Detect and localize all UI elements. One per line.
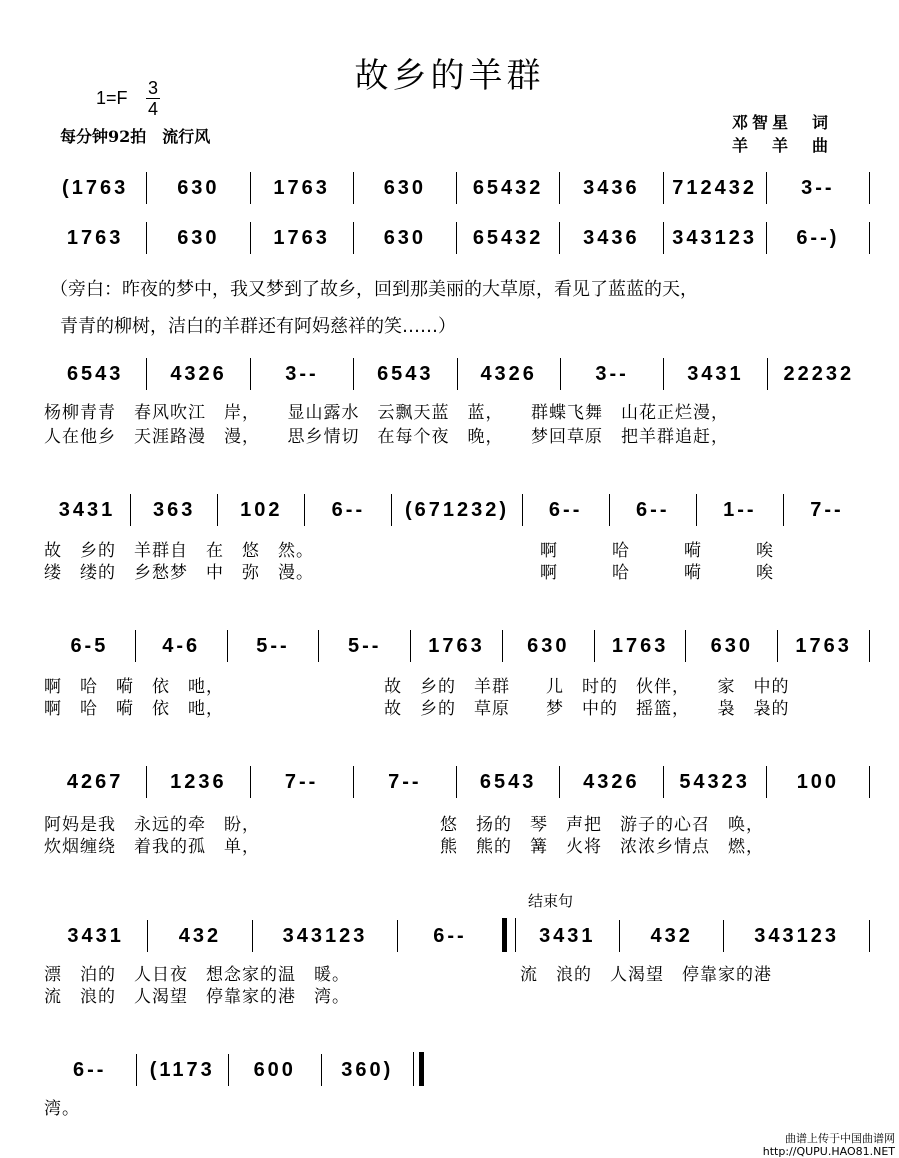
measure: 65432 xyxy=(472,227,544,249)
repeat-barline xyxy=(502,918,516,952)
measure: 1763 xyxy=(273,227,330,249)
measure: 4267 xyxy=(66,771,124,793)
measure: 4326 xyxy=(583,771,640,793)
lyric-line: 啊 哈 嗬 唉 xyxy=(540,563,774,583)
lyric-line: 故 乡的 草原 梦 中的 摇篮， 袅 袅的 xyxy=(384,699,790,719)
narration-line-2: 青青的柳树，洁白的羊群还有阿妈慈祥的笑……） xyxy=(60,316,456,337)
measure: 1236 xyxy=(170,771,227,793)
lyric-line: 阿妈是我 永远的牵 盼， xyxy=(44,815,260,835)
measure: 6-- xyxy=(636,499,670,521)
score-row-3 xyxy=(44,358,870,386)
lyric-line: 啊 哈 嗬 依 吔， xyxy=(44,699,224,719)
measure: 6543 xyxy=(66,363,124,385)
measure: 630 xyxy=(527,635,570,657)
measure: 1763 xyxy=(795,635,852,657)
measure: (1173 xyxy=(149,1059,215,1081)
measure: 4-6 xyxy=(162,635,201,657)
narration-line-1: （旁白：昨夜的梦中，我又梦到了故乡，回到那美丽的大草原，看见了蓝蓝的天， xyxy=(50,279,698,300)
measure: 102 xyxy=(240,499,283,521)
measure: 6543 xyxy=(377,363,434,385)
lyric-line: 啊 哈 嗬 唉 xyxy=(540,541,774,561)
measure: 7-- xyxy=(284,771,319,793)
measure: 630 xyxy=(710,635,754,657)
measure: 6-5 xyxy=(70,635,109,657)
measure: 6-- xyxy=(433,925,467,947)
measure: 1-- xyxy=(723,499,757,521)
measure: 1763 xyxy=(273,177,330,199)
lyric-line: 人在他乡 天涯路漫 漫， 思乡情切 在每个夜 晚， 梦回草原 把羊群追赶， xyxy=(44,427,729,447)
measure: 6-- xyxy=(73,1059,107,1081)
measure: 600 xyxy=(253,1059,296,1081)
key-signature: 1=F xyxy=(96,88,128,108)
lyric-line: 熊 熊的 篝 火将 浓浓乡情点 燃， xyxy=(440,837,764,857)
measure: 343123 xyxy=(282,925,368,947)
lyric-line: 缕 缕的 乡愁梦 中 弥 漫。 xyxy=(44,563,314,583)
lyric-line: 漂 泊的 人日夜 想念家的温 暖。 xyxy=(44,965,350,985)
score-row-2 xyxy=(44,222,870,250)
measure: 712432 xyxy=(672,177,757,199)
ending-label: 结束句 xyxy=(528,892,574,910)
measure: 3431 xyxy=(67,925,124,947)
time-signature xyxy=(146,78,160,119)
measure: 630 xyxy=(177,227,220,249)
measure: 630 xyxy=(383,177,427,199)
lyric-line: 故 乡的 羊群 儿 时的 伙伴， 家 中的 xyxy=(384,677,790,697)
score-row-5 xyxy=(44,630,870,658)
song-title: 故乡的羊群 xyxy=(354,56,545,96)
measure: (671232) xyxy=(404,499,510,521)
score-row-1 xyxy=(44,172,870,200)
measure: 3431 xyxy=(687,363,744,385)
final-barline xyxy=(413,1052,424,1086)
measure: 1763 xyxy=(428,635,485,657)
measure: 7-- xyxy=(810,499,844,521)
score-row-8 xyxy=(44,1052,424,1082)
measure: 343123 xyxy=(672,227,757,249)
measure: 54323 xyxy=(679,771,750,793)
measure: 630 xyxy=(383,227,427,249)
measure: 65432 xyxy=(472,177,544,199)
measure: 3-- xyxy=(285,363,319,385)
measure: 4326 xyxy=(480,363,537,385)
measure: 3-- xyxy=(801,177,835,199)
measure: 363 xyxy=(152,499,196,521)
measure: 4326 xyxy=(170,363,227,385)
measure: 1763 xyxy=(611,635,669,657)
lyric-line: 杨柳青青 春风吹江 岸， 显山露水 云飘天蓝 蓝， 群蝶飞舞 山花正烂漫， xyxy=(44,403,729,423)
measure: 3431 xyxy=(58,499,116,521)
lyric-line: 悠 扬的 琴 声把 游子的心召 唤， xyxy=(440,815,764,835)
measure: 6-- xyxy=(331,499,366,521)
lyric-line: 湾。 xyxy=(44,1099,80,1119)
lyric-line: 流 浪的 人渴望 停靠家的港 xyxy=(520,965,772,985)
lyric-line: 啊 哈 嗬 依 吔， xyxy=(44,677,224,697)
measure: (1763 xyxy=(62,177,129,199)
lyricist-credit: 邓智星 词 xyxy=(732,113,833,132)
measure: 6--) xyxy=(796,227,840,249)
measure: 5-- xyxy=(348,635,382,657)
measure: 360) xyxy=(341,1059,394,1081)
score-row-4 xyxy=(44,494,870,522)
measure: 3431 xyxy=(539,925,596,947)
measure: 7-- xyxy=(388,771,422,793)
measure: 432 xyxy=(650,925,693,947)
time-denominator: 4 xyxy=(147,99,158,119)
measure: 1763 xyxy=(66,227,124,249)
composer-credit: 羊 羊 曲 xyxy=(732,136,833,155)
measure: 6-- xyxy=(548,499,583,521)
lyric-line: 流 浪的 人渴望 停靠家的港 湾。 xyxy=(44,987,350,1007)
measure: 22232 xyxy=(783,363,855,385)
tempo-style: 每分钟92拍 流行风 xyxy=(60,127,211,146)
measure: 630 xyxy=(177,177,220,199)
lyric-line: 炊烟缠绕 着我的孤 单， xyxy=(44,837,260,857)
measure: 6543 xyxy=(479,771,537,793)
measure: 5-- xyxy=(256,635,290,657)
measure: 432 xyxy=(178,925,222,947)
lyric-line: 故 乡的 羊群自 在 悠 然。 xyxy=(44,541,314,561)
measure: 3436 xyxy=(583,177,640,199)
measure: 3-- xyxy=(595,363,629,385)
score-row-6 xyxy=(44,766,870,794)
measure: 100 xyxy=(796,771,840,793)
measure: 343123 xyxy=(754,925,840,947)
time-numerator: 3 xyxy=(147,78,158,98)
score-row-7 xyxy=(44,918,870,948)
measure: 3436 xyxy=(583,227,640,249)
watermark: 曲谱上传于中国曲谱网 http://QUPU.HAO81.NET xyxy=(762,1132,895,1158)
